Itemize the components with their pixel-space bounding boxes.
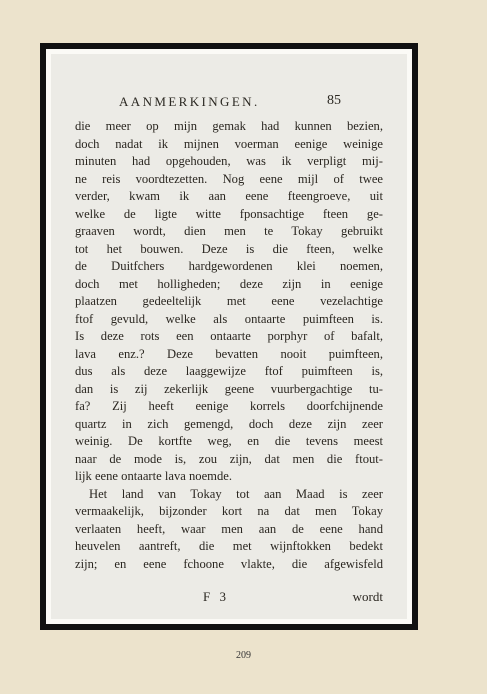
- catchword: wordt: [352, 589, 383, 604]
- page-footer: [51, 589, 407, 607]
- text-line: doch met holligheden; deze zijn in eenige: [75, 276, 383, 291]
- text-line: zijn; en eene fchoone vlakte, die afgewisfeld: [75, 556, 383, 571]
- text-line: Het land van Tokay tot aan Maad is zeer: [89, 486, 383, 501]
- text-line: lava enz.? Deze bevatten nooit puimfteen,: [75, 346, 383, 361]
- text-line: minuten had opgehouden, was ik verpligt mij-: [75, 154, 383, 168]
- text-line: ftof gevuld, welke als ontaarte puimfteen is.: [75, 311, 383, 326]
- text-line: dan is zij zekerlijk geene vuurbergachtige tu-: [75, 381, 383, 396]
- text-line: heuvelen aantreft, die met wijnftokken bedekt: [75, 539, 383, 553]
- page-mat: [46, 49, 412, 624]
- running-header: [51, 94, 407, 114]
- text-line: dus als deze laaggewijze ftof puimfteen is,: [75, 364, 383, 378]
- book-page: [51, 54, 407, 619]
- text-line: graaven wordt, dien men te Tokay gebruikt: [75, 224, 383, 238]
- text-line: ne reis voordtezetten. Nog eene mijl of twee: [75, 171, 383, 186]
- text-line: vermaakelijk, bijzonder kort na dat men Tokay: [75, 504, 383, 518]
- text-line: verder, kwam ik aan eene fteengroeve, uit: [75, 189, 383, 203]
- text-line: quartz in zich gemengd, doch deze zijn zeer: [75, 416, 383, 431]
- text-line: fa? Zij heeft eenige korrels doorfchijnende: [75, 399, 383, 413]
- text-line: de Duitfchers hardgewordenen klei noemen,: [75, 259, 383, 273]
- signature-mark: F 3: [203, 589, 229, 604]
- scan-page-number: 209: [236, 650, 251, 661]
- text-line: naar de mode is, zou zijn, dat men die ftout-: [75, 451, 383, 466]
- page-frame: [40, 43, 418, 630]
- body-text: [75, 118, 383, 573]
- text-line: tot het bouwen. Deze is die fteen, welke: [75, 241, 383, 256]
- text-line: verlaaten heeft, waar men aan de eene hand: [75, 521, 383, 536]
- text-line: welke de ligte witte fponsachtige fteen ge-: [75, 206, 383, 221]
- text-line: weinig. De kortfte weg, en die tevens meest: [75, 434, 383, 448]
- text-line: plaatzen gedeeltelijk met eene vezelachtige: [75, 294, 383, 308]
- text-line: Is deze rots een ontaarte porphyr of bafalt,: [75, 329, 383, 343]
- running-title: AANMERKINGEN.: [119, 94, 260, 109]
- text-line: die meer op mijn gemak had kunnen bezien,: [75, 119, 383, 133]
- text-line: doch nadat ik mijnen voerman eenige weinige: [75, 136, 383, 151]
- text-line: lijk eene ontaarte lava noemde.: [75, 469, 232, 483]
- header-page-number: 85: [327, 93, 341, 108]
